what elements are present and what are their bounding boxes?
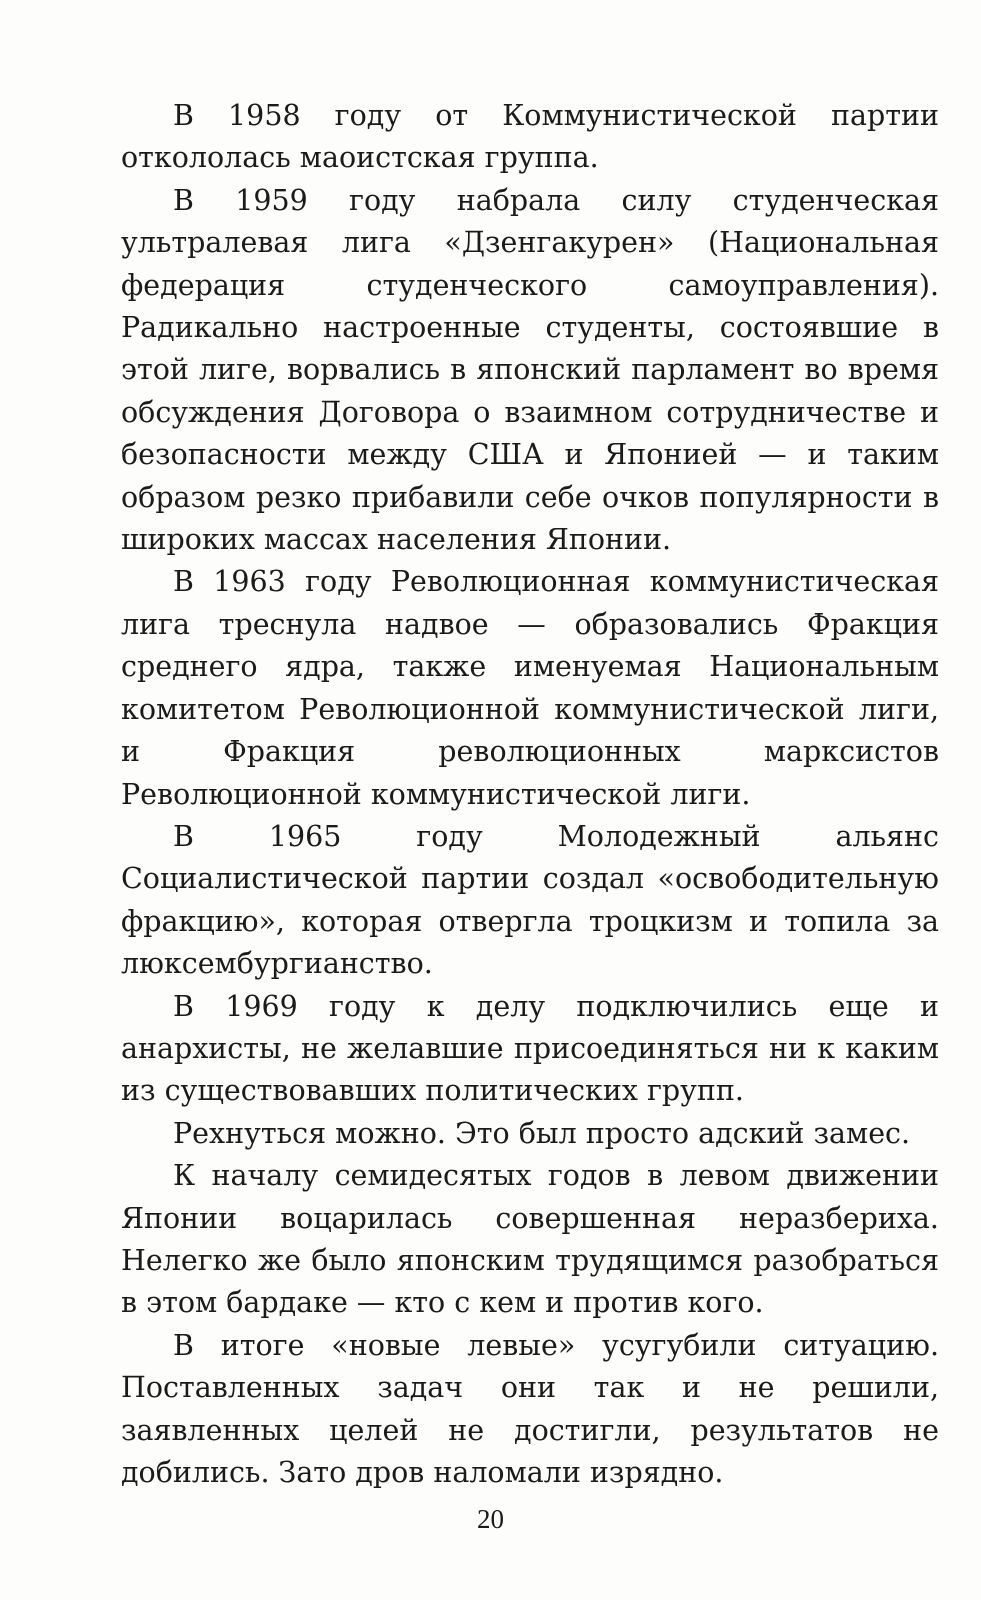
paragraph-1959: В 1959 году набрала силу студенческая ультралевая лига «Дзенгакурен» (Национальная федерация студенческого самоуправления). Радикально настроенные студенты, состоявшие в этой лиге, ворвались в японский парламент во время обсуждения Договора о взаимном сотрудничестве и безопасности между США и Японией — и таким образом резко прибавили себе очков популярности в широких массах населения Японии. xyxy=(121,183,939,557)
page-number: 20 xyxy=(477,1504,504,1534)
body-text xyxy=(121,95,939,1494)
paragraph-1969: В 1969 году к делу подключились еще и анархисты, не желавшие присоединяться ни к каким из существовавших политических групп. xyxy=(121,989,939,1108)
paragraph-1958: В 1958 году от Коммунистической партии откололась маоистская группа. xyxy=(121,99,939,175)
paragraph-remark: Рехнуться можно. Это был просто адский замес. xyxy=(173,1116,911,1150)
paragraph-conclusion: В итоге «новые левые» усугубили ситуацию. Поставленных задач они так и не решили, заявленных целей не достигли, результатов не добились. Зато дров наломали изрядно. xyxy=(121,1328,939,1489)
paragraph-1965: В 1965 году Молодежный альянс Социалистической партии создал «освободительную фракцию», которая отвергла троцкизм и топила за люксембургианство. xyxy=(121,819,939,981)
paragraph-seventies: К началу семидесятых годов в левом движении Японии воцарилась совершенная неразбериха. Нелегко же было японским трудящимся разобраться в этом бардаке — кто с кем и против кого. xyxy=(121,1159,939,1320)
paragraph-1963: В 1963 году Революционная коммунистическая лига треснула надвое — образовались Фракция среднего ядра, также именуемая Национальным комитетом Революционной коммунистической лиги, и Фракция революционных марксистов Революционной коммунистической лиги. xyxy=(121,565,939,811)
